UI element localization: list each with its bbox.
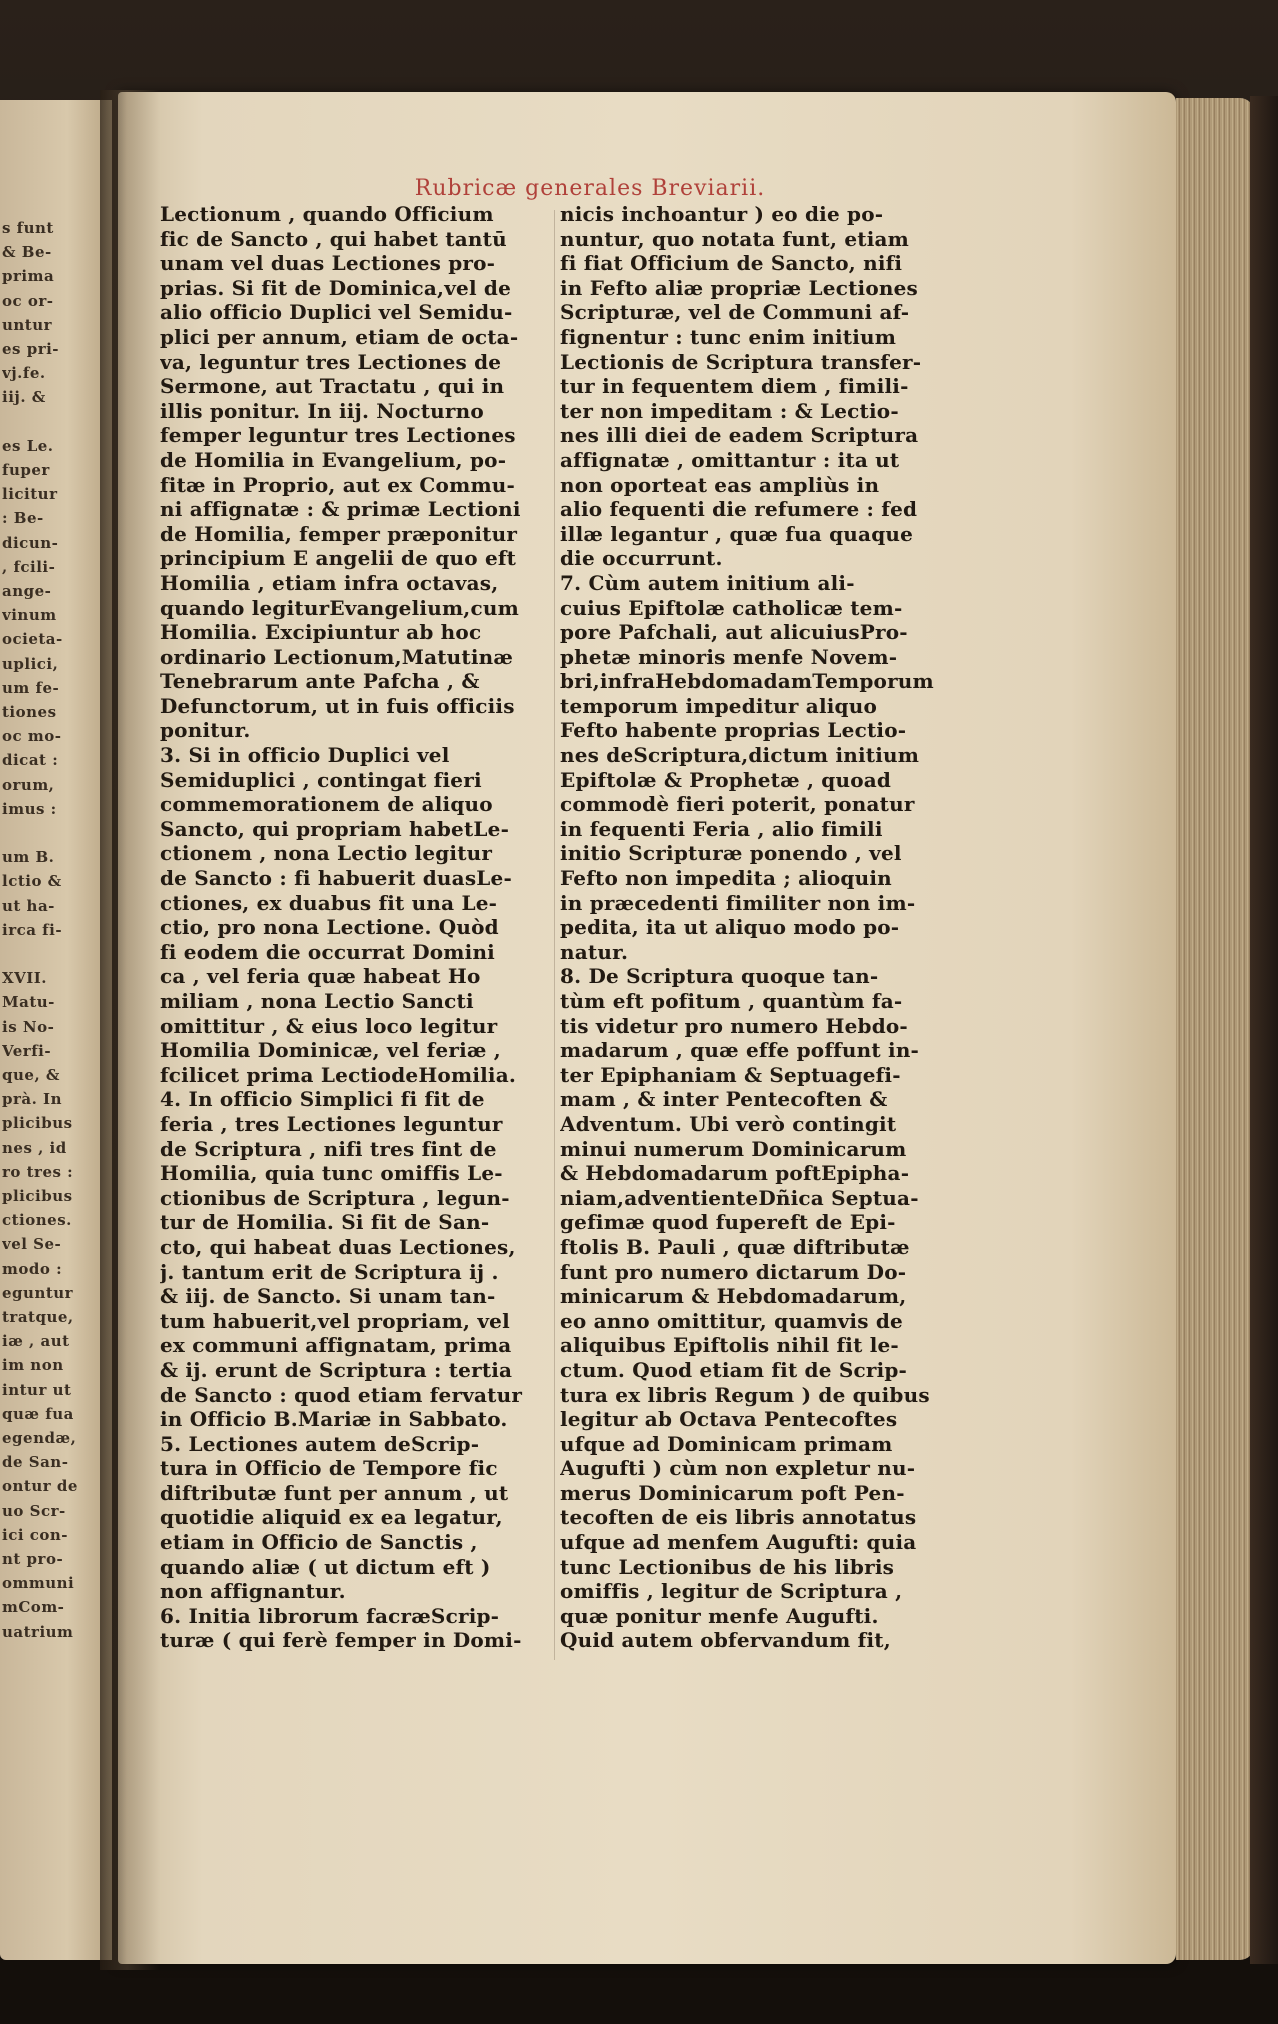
previous-page-text-fragment: im non: [2, 1356, 64, 1375]
previous-page-text-fragment: que, &: [2, 1066, 60, 1084]
left-column-line: ni affignatæ : & primæ Lectioni: [160, 497, 521, 522]
right-column-line: commodè fieri poterit, ponatur: [560, 792, 915, 817]
left-column-line: ordinario Lectionum,Matutinæ: [160, 644, 514, 669]
previous-page-text-fragment: dicun-: [2, 533, 59, 552]
left-column-line: quando legiturEvangelium,cum: [160, 595, 519, 620]
left-column-line: Lectionum , quando Officium: [160, 202, 494, 226]
previous-page-text-fragment: uo Scr-: [2, 1501, 66, 1520]
right-column-line: minicarum & Hebdomadarum,: [560, 1284, 907, 1309]
left-column-line: Tenebrarum ante Pafcha , &: [160, 669, 480, 694]
text-column-right: [560, 202, 950, 1653]
previous-page-text-fragment: tratque,: [2, 1308, 74, 1326]
right-column-line: ftolis B. Pauli , quæ diftributæ: [560, 1234, 910, 1259]
left-column-line: de Sancto : fi habuerit duasLe-: [160, 866, 512, 891]
previous-page-text-fragment: ommuni: [2, 1574, 75, 1593]
right-column-line: affignatæ , omittantur : ita ut: [560, 447, 900, 472]
previous-page-text-fragment: ocieta-: [2, 630, 63, 649]
right-column-line: omiffis , legitur de Scriptura ,: [560, 1579, 903, 1604]
right-column-line: tur in fequentem diem , fimili-: [560, 374, 909, 399]
right-column-line: temporum impeditur aliquo: [560, 693, 878, 718]
right-column-line: quæ ponitur menfe Augufti.: [560, 1603, 879, 1628]
right-column-line: madarum , quæ effe poffunt in-: [560, 1038, 920, 1063]
right-column-line: nuntur, quo notata funt, etiam: [560, 226, 910, 251]
left-column-line: plici per annum, etiam de octa-: [160, 324, 519, 349]
left-column-line: 5. Lectiones autem deScrip-: [160, 1431, 480, 1456]
right-column-line: funt pro numero dictarum Do-: [560, 1259, 907, 1284]
right-column-line: niam,adventienteDñica Septua-: [560, 1185, 919, 1210]
previous-page-text-fragment: Matu-: [2, 993, 55, 1012]
previous-page-text-fragment: ut ha-: [2, 896, 55, 915]
left-column-line: in Officio B.Mariæ in Sabbato.: [160, 1407, 508, 1432]
left-column-line: Homilia, quia tunc omiffis Le-: [160, 1161, 503, 1186]
previous-page-text-fragment: es pri-: [2, 340, 60, 358]
left-column-line: Defunctorum, ut in fuis officiis: [160, 693, 515, 718]
previous-page-text-fragment: de San-: [2, 1453, 69, 1472]
previous-page-text-fragment: plicibus: [2, 1187, 73, 1205]
right-column-line: cuius Epiftolæ catholicæ tem-: [560, 595, 903, 620]
left-column-line: alio officio Duplici vel Semidu-: [160, 300, 513, 325]
left-column-line: fic de Sancto , qui habet tantū: [160, 226, 507, 251]
previous-page-text-fragment: vel Se-: [2, 1235, 62, 1254]
left-column-line: j. tantum erit de Scriptura ij .: [160, 1259, 499, 1284]
left-column-line: 6. Initia librorum facræScrip-: [160, 1603, 500, 1628]
right-column-line: Augufti ) cùm non expletur nu-: [560, 1456, 916, 1481]
right-column-line: phetæ minoris menfe Novem-: [560, 644, 898, 669]
right-column-line: Epiftolæ & Prophetæ , quoad: [560, 767, 892, 792]
left-column-line: ctionem , nona Lectio legitur: [160, 841, 493, 866]
right-column-line: eo anno omittitur, quamvis de: [560, 1308, 903, 1333]
left-column-line: ca , vel feria quæ habeat Ho: [160, 964, 481, 989]
right-column-line: bri,infraHebdomadamTemporum: [560, 669, 934, 694]
text-column-left: [160, 202, 550, 1653]
previous-page-text-fragment: XVII.: [2, 969, 48, 988]
right-column-line: Fefto non impedita ; alioquin: [560, 866, 892, 891]
right-column-line: in præcedenti fimiliter non im-: [560, 890, 916, 915]
previous-page-text-fragment: um B.: [2, 848, 55, 867]
left-column-line: principium E angelii de quo eft: [160, 546, 517, 571]
previous-page-text-fragment: ctiones.: [2, 1211, 72, 1230]
right-column-line: ter non impeditam : & Lectio-: [560, 398, 899, 423]
left-column-line: Sancto, qui propriam habetLe-: [160, 816, 510, 841]
left-column-line: Homilia , etiam infra octavas,: [160, 570, 499, 595]
right-column-line: ctum. Quod etiam fit de Scrip-: [560, 1357, 908, 1382]
left-column-line: de Sancto : quod etiam fervatur: [160, 1382, 523, 1407]
right-column-line: initio Scripturæ ponendo , vel: [560, 841, 902, 866]
left-column-line: feria , tres Lectiones leguntur: [160, 1111, 503, 1136]
previous-page-text-fragment: nes , id: [2, 1138, 67, 1157]
left-column-line: ex communi affignatam, prima: [160, 1333, 512, 1358]
previous-page-text-fragment: uatrium: [2, 1622, 74, 1641]
previous-page-text-fragment: ange-: [2, 582, 52, 600]
previous-page-text-fragment: modo :: [2, 1259, 63, 1278]
left-column-line: non affignantur.: [160, 1579, 346, 1604]
left-column-line: ctionibus de Scriptura , legun-: [160, 1185, 510, 1210]
previous-page-text-fragment: lctio &: [2, 872, 62, 891]
left-column-line: 4. In officio Simplici fi fit de: [160, 1087, 485, 1112]
left-column-line: de Scriptura , nifi tres fint de: [160, 1136, 497, 1161]
previous-page-text-fragment: oc mo-: [2, 727, 62, 746]
right-column-line: nicis inchoantur ) eo die po-: [560, 202, 884, 226]
left-column-line: quotidie aliquid ex ea legatur,: [160, 1505, 503, 1530]
previous-page-text-fragment: uplici,: [2, 654, 59, 673]
column-divider: [554, 210, 555, 1660]
previous-page-text-fragment: quæ fua: [2, 1404, 74, 1423]
previous-page-text-fragment: mCom-: [2, 1598, 65, 1617]
previous-page-text-fragment: es Le.: [2, 436, 54, 455]
previous-page-text-fragment: untur: [2, 315, 53, 334]
right-column-line: pore Pafchali, aut alicuiusPro-: [560, 620, 908, 645]
previous-page-text-fragment: , fcili-: [2, 557, 56, 576]
left-column-line: 3. Si in officio Duplici vel: [160, 743, 450, 768]
right-column-line: nes deScriptura,dictum initium: [560, 743, 920, 768]
left-column-line: de Homilia, femper præponitur: [160, 521, 518, 546]
previous-page-text-fragment: is No-: [2, 1017, 55, 1036]
left-column-line: ponitur.: [160, 718, 251, 743]
right-column-line: nes illi diei de eadem Scriptura: [560, 423, 919, 448]
left-column-line: Homilia Dominicæ, vel feriæ ,: [160, 1038, 501, 1063]
previous-page-text-fragment: imus :: [2, 799, 57, 818]
right-column-line: tis videtur pro numero Hebdo-: [560, 1013, 908, 1038]
right-column-line: fi fiat Officium de Sancto, nifi: [560, 251, 903, 276]
previous-page-text-fragment: vinum: [2, 606, 57, 625]
previous-page-text-fragment: licitur: [2, 485, 58, 504]
previous-page-text-fragment: ontur de: [2, 1477, 78, 1496]
right-column-line: natur.: [560, 939, 629, 964]
previous-page-text-fragment: Verfi-: [2, 1041, 52, 1060]
left-column-line: etiam in Officio de Sanctis ,: [160, 1530, 478, 1555]
previous-page-text-fragment: plicibus: [2, 1114, 73, 1133]
right-column-line: Scripturæ, vel de Communi af-: [560, 300, 910, 325]
previous-page-text-fragment: ici con-: [2, 1525, 69, 1544]
right-column-line: 8. De Scriptura quoque tan-: [560, 964, 879, 989]
left-column-line: diftributæ funt per annum , ut: [160, 1480, 509, 1505]
left-column-line: illis ponitur. In iij. Nocturno: [160, 398, 484, 423]
right-column-line: tura ex libris Regum ) de quibus: [560, 1382, 930, 1407]
previous-page-text-fragment: dicat :: [2, 751, 59, 770]
left-column-line: femper leguntur tres Lectiones: [160, 423, 516, 448]
previous-page-text-fragment: irca fi-: [2, 920, 63, 939]
right-column-line: die occurrunt.: [560, 546, 723, 571]
left-column-line: cto, qui habeat duas Lectiones,: [160, 1234, 516, 1259]
previous-page-text-fragment: : Be-: [2, 509, 44, 528]
previous-page-text-fragment: eguntur: [2, 1283, 74, 1302]
left-column-line: fi eodem die occurrat Domini: [160, 939, 495, 964]
previous-page-text-fragment: orum,: [2, 775, 55, 794]
left-column-line: tur de Homilia. Si fit de San-: [160, 1210, 490, 1235]
right-column-line: Fefto habente proprias Lectio-: [560, 718, 907, 743]
left-column-line: ctio, pro nona Lectione. Quòd: [160, 915, 499, 940]
previous-page-text-fragment: iij. &: [2, 388, 46, 407]
left-column-line: fcilicet prima LectiodeHomilia.: [160, 1062, 517, 1087]
right-column-line: alio fequenti die refumere : fed: [560, 497, 918, 522]
right-column-line: merus Dominicarum poft Pen-: [560, 1480, 905, 1505]
right-column-line: ufque ad menfem Augufti: quia: [560, 1530, 917, 1555]
right-column-line: & Hebdomadarum poftEpipha-: [560, 1161, 910, 1186]
previous-page-text-fragment: ro tres :: [2, 1162, 74, 1181]
left-column-line: & ij. erunt de Scriptura : tertia: [160, 1357, 513, 1382]
left-column-line: tura in Officio de Tempore fic: [160, 1456, 498, 1481]
book-gutter-shadow: [100, 90, 160, 1970]
right-column-line: Quid autem obfervandum fit,: [560, 1628, 891, 1653]
left-column-line: prias. Si fit de Dominica,vel de: [160, 275, 512, 300]
right-column-line: 7. Cùm autem initium ali-: [560, 570, 855, 595]
previous-page-text-fragment: nt pro-: [2, 1550, 64, 1568]
right-column-line: gefimæ quod fupereft de Epi-: [560, 1210, 896, 1235]
right-column-line: tùm eft pofitum , quantùm fa-: [560, 989, 903, 1013]
left-column-line: commemorationem de aliquo: [160, 792, 493, 817]
right-column-line: minui numerum Dominicarum: [560, 1136, 907, 1161]
previous-page-text-fragment: oc or-: [2, 291, 54, 310]
previous-page-text-fragment: fuper: [2, 461, 50, 479]
left-column-line: & iij. de Sancto. Si unam tan-: [160, 1284, 496, 1309]
left-column-line: ctiones, ex duabus fit una Le-: [160, 890, 498, 915]
left-column-line: unam vel duas Lectiones pro-: [160, 251, 496, 276]
left-column-line: tum habuerit,vel propriam, vel: [160, 1308, 510, 1333]
right-column-line: in Fefto aliæ propriæ Lectiones: [560, 275, 919, 300]
right-column-line: illæ legantur , quæ fua quaque: [560, 521, 914, 546]
previous-page-fragment: [0, 100, 112, 1960]
running-head: Rubricæ generales Breviarii.: [414, 176, 766, 201]
right-column-line: pedita, ita ut aliquo modo po-: [560, 915, 900, 940]
previous-page-text-fragment: vj.fe.: [2, 364, 46, 383]
previous-page-text-fragment: prima: [2, 267, 55, 286]
book-cover-edge: [1250, 96, 1278, 1964]
previous-page-text-fragment: tiones: [2, 703, 57, 721]
right-column-line: tecoften de eis libris annotatus: [560, 1505, 917, 1530]
previous-page-text-fragment: prà. In: [2, 1090, 62, 1109]
right-column-line: ufque ad Dominicam primam: [560, 1431, 893, 1456]
right-column-line: tunc Lectionibus de his libris: [560, 1554, 895, 1579]
right-column-line: fignentur : tunc enim initium: [560, 324, 897, 349]
previous-page-text-fragment: intur ut: [2, 1380, 72, 1399]
right-column-line: Lectionis de Scriptura transfer-: [560, 349, 922, 374]
left-column-line: quando aliæ ( ut dictum eft ): [160, 1554, 491, 1579]
right-column-line: non oporteat eas ampliùs in: [560, 472, 880, 497]
right-column-line: legitur ab Octava Pentecoftes: [560, 1407, 898, 1432]
previous-page-text-fragment: egendæ,: [2, 1429, 77, 1447]
right-column-line: ter Epiphaniam & Septuagefi-: [560, 1062, 901, 1087]
left-column-line: omittitur , & eius loco legitur: [160, 1013, 498, 1038]
left-column-line: Semiduplici , contingat fieri: [160, 767, 482, 792]
previous-page-text-fragment: um fe-: [2, 678, 60, 697]
left-column-line: Sermone, aut Tractatu , qui in: [160, 374, 505, 399]
left-column-line: Homilia. Excipiuntur ab hoc: [160, 620, 482, 645]
left-column-line: turæ ( qui ferè femper in Domi-: [160, 1628, 522, 1653]
right-column-line: aliquibus Epiftolis nihil fit le-: [560, 1333, 899, 1358]
right-column-line: in fequenti Feria , alio fimili: [560, 816, 883, 841]
page-edges: [1176, 98, 1254, 1960]
previous-page-text-fragment: s funt: [2, 219, 54, 237]
left-column-line: de Homilia in Evangelium, po-: [160, 447, 507, 472]
left-column-line: fitæ in Proprio, aut ex Commu-: [160, 472, 516, 497]
previous-page-text-fragment: & Be-: [2, 243, 52, 262]
previous-page-text-fragment: iæ , aut: [2, 1332, 70, 1351]
right-column-line: Adventum. Ubi verò contingit: [560, 1111, 897, 1136]
left-column-line: miliam , nona Lectio Sancti: [160, 989, 474, 1013]
left-column-line: va, leguntur tres Lectiones de: [160, 349, 502, 374]
right-column-line: mam , & inter Pentecoften &: [560, 1087, 888, 1112]
